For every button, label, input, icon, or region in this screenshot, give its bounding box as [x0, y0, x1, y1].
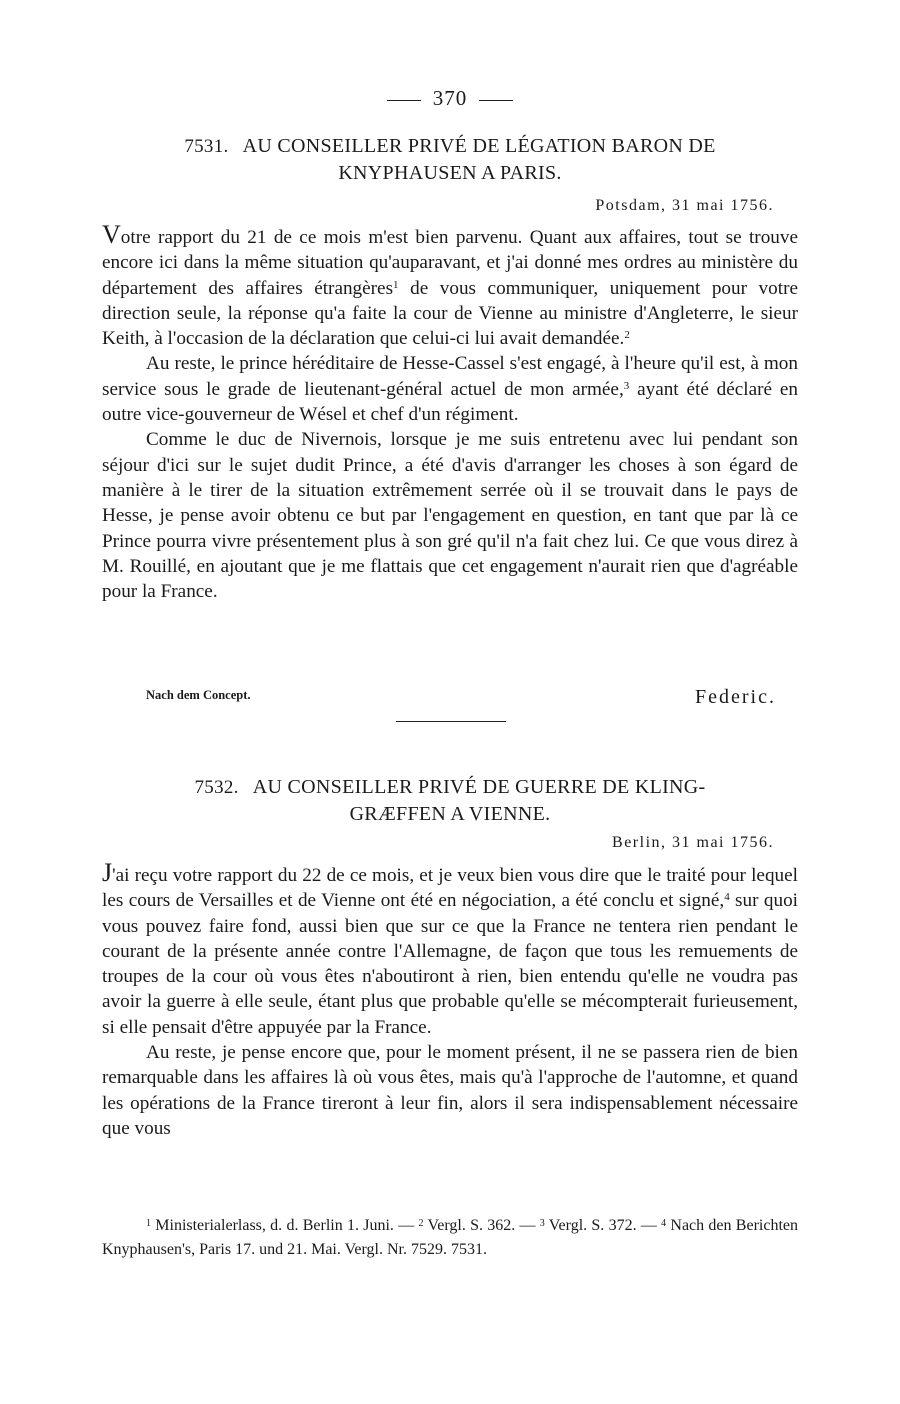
footnote-text: Nach den Berichten Knyphausen's, Paris 17. und 21. Mai. Vergl. Nr. 7529. 7531.	[102, 1217, 798, 1258]
footnote-ref: 1	[393, 278, 399, 291]
footnote-text: Vergl. S. 362. —	[423, 1217, 540, 1234]
paragraph-text: otre rapport du 21 de ce mois m'est bien parvenu. Quant aux affaires, tout se trouve encore ici dans la même situation qu'auparavant, et j'ai donné mes ordres au ministère du département des affaires étrangères	[102, 227, 798, 299]
paragraph-text: Au reste, je pense encore que, pour le moment présent, il ne se passera rien de bien remarquable dans les affaires là où vous êtes, mais qu'à l'approche de l'automne, et quand les opérations de la France tireront à leur fin, alors il sera indispensablement nécessaire que vous	[102, 1042, 798, 1139]
heading-line	[110, 133, 790, 160]
page-number-dash-left	[387, 100, 421, 101]
footnote-ref: 2	[624, 329, 630, 342]
paragraph-text: ayant été déclaré en outre vice-gouverneur de Wésel et chef d'un régiment.	[102, 378, 799, 426]
page-number-dash-right	[479, 100, 513, 101]
paragraph	[102, 427, 798, 604]
footnote-ref: 4	[724, 891, 730, 904]
paragraph	[102, 351, 798, 427]
source-note: Nach dem Concept.	[146, 688, 251, 702]
signature: Federic.	[695, 686, 776, 708]
footnotes	[102, 1214, 798, 1262]
page-number-text: 370	[432, 86, 468, 110]
footnote-mark: 2	[418, 1218, 424, 1229]
letter-7532-dateline: Berlin, 31 mai 1756.	[612, 834, 774, 851]
paragraph-text: Au reste, le prince héréditaire de Hesse-Cassel s'est engagé, à l'heure qu'il est, à mon service sous le grade de lieutenant-général actuel de mon armée,	[102, 353, 798, 400]
page-number	[0, 86, 900, 111]
footnote-mark: 1	[146, 1218, 151, 1229]
drop-cap: J	[102, 858, 113, 887]
heading-text: AU CONSEILLER PRIVÉ DE GUERRE DE KLING-	[252, 776, 706, 798]
paragraph-text: 'ai reçu votre rapport du 22 de ce mois, et je veux bien vous dire que le traité pour lequel les cours de Versailles et de Vienne ont été en négociation, a été conclu et signé,	[102, 865, 798, 912]
paragraph	[102, 860, 798, 1040]
letter-number: 7532.	[194, 777, 239, 798]
footnote-text: Vergl. S. 372. —	[544, 1217, 662, 1234]
footnote-ref: 3	[623, 379, 630, 392]
paragraph-text: de vous communiquer, uniquement pour votre direction seule, la réponse qu'a faite la cour de Vienne au ministre d'Angleterre, le sieur Keith, à l'occasion de la déclaration que celui-ci lui avait demandée.	[102, 277, 798, 350]
letter-7531-body	[102, 222, 798, 604]
paragraph	[102, 1040, 798, 1141]
footnote-mark: 4	[661, 1218, 667, 1229]
paragraph	[102, 222, 798, 351]
heading-line	[110, 774, 790, 801]
paragraph-text: sur quoi vous pouvez faire fond, aussi bien que sur ce que la France ne tentera rien pendant le courant de la présente année contre l'Allemagne, de façon que tous les remuements de troupes de la cour où vous êtes n'aboutiront à rien, bien entendu qu'elle ne voudra pas avoir la guerre à elle seule, étant plus que probable qu'elle se mécompterait furieusement, si elle pensait d'être appuyée par la France.	[102, 890, 798, 1038]
footnote-text: Ministerialerlass, d. d. Berlin 1. Juni. —	[151, 1217, 419, 1234]
letter-7532-heading	[110, 774, 790, 828]
heading-text: AU CONSEILLER PRIVÉ DE LÉGATION BARON DE	[242, 135, 716, 157]
heading-line-2: GRÆFFEN A VIENNE.	[349, 803, 551, 825]
letter-7531-dateline: Potsdam, 31 mai 1756.	[595, 197, 774, 214]
letter-number: 7531.	[184, 136, 229, 157]
drop-cap: V	[102, 220, 121, 249]
letter-7531-heading	[110, 133, 790, 187]
letter-7532-body	[102, 860, 798, 1141]
footnote-mark: 3	[539, 1218, 545, 1229]
paragraph-text: Comme le duc de Nivernois, lorsque je me suis entretenu avec lui pendant son séjour d'ici sur le sujet dudit Prince, a été d'avis d'arranger les choses à son égard de manière à le tirer de la situation extrêmement serrée où il se trouvait dans le pays de Hesse, je pense avoir obtenu ce but par l'engagement en question, en tant que par là ce Prince pourra vivre présentement plus à son gré qu'il n'a fait chez lui. Ce que vous direz à M. Rouillé, en ajoutant que je me flattais que cet engagement n'aurait rien que d'agréable pour la France.	[102, 429, 798, 603]
heading-line-2: KNYPHAUSEN A PARIS.	[338, 162, 562, 184]
footnote-block	[102, 1214, 798, 1262]
section-divider	[396, 721, 506, 722]
